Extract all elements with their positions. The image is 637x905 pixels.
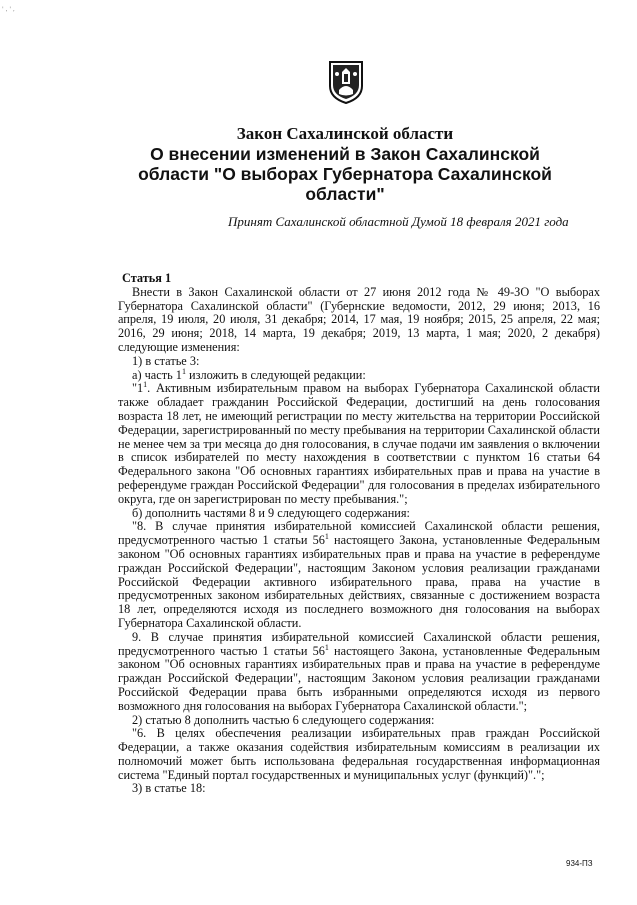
paragraph: а) часть $1^1$ изложить в следующей редакции: [132, 366, 366, 382]
paragraph: 2) статью 8 дополнить частью 6 следующего содержания: [132, 712, 435, 727]
paragraph: "8. В случае принятия избирательной комиссией Сахалинской области решения, предусмотренного частью 1 статьи $56^1$ настоящего Закона, установленные Федеральным законом "Об основных гарантиях избирательных прав и права на участие в референдуме граждан Российской Федерации", настоящим Законом условия реализации гражданами Российской Федерации активного избирательного права, права на участие в предусмотренных законом избирательных действиях, связанные с достижением возраста 18 лет, определяются исходя из последнего возможного дня голосования на выборах Губернатора Сахалинской области. [118, 519, 600, 630]
paragraph: Внести в Закон Сахалинской области от 27 июня 2012 года № 49-ЗО "О выборах Губернатора Сахалинской области" (Губернские ведомости, 2012, 29 июня; 2013, 16 апреля, 19 июля, 20 июля, 31 декабря; 2014, 17 мая, 19 ноября; 2015, 25 апреля, 22 мая; 2016, 29 июня; 2018, 14 марта, 19 декабря; 2019, 13 марта, 1 мая; 2020, 2 декабря) следующие изменения: [118, 284, 600, 354]
law-title: Закон Сахалинской области [236, 124, 454, 143]
scan-marks: ' , ' , [2, 6, 15, 13]
document-code: 934-ПЗ [566, 859, 593, 868]
paragraph: б) дополнить частями 8 и 9 следующего содержания: [132, 505, 410, 520]
adoption-note: Принят Сахалинской областной Думой 18 февраля 2021 года [228, 214, 569, 229]
paragraph: 3) в статье 18: [132, 781, 206, 796]
paragraph: "6. В целях обеспечения реализации избирательных прав граждан Российской Федерации, а также оказания содействия избирательным комиссиям в реализации их полномочий может быть использована федеральная государственная информационная система "Единый портал государственных и муниципальных услуг (функций)"."; [118, 726, 600, 782]
article-heading: Статья 1 [122, 271, 172, 285]
subtitle-line: области" [305, 184, 385, 204]
subtitle-line: области "О выборах Губернатора Сахалинской [138, 164, 552, 184]
paragraph: 1) в статье 3: [132, 353, 200, 368]
paragraph: 9. В случае принятия избирательной комиссией Сахалинской области решения, предусмотренного частью 1 статьи $56^1$ настоящего Закона, установленные Федеральным законом "Об основных гарантиях избирательных прав и права на участие в референдуме граждан Российской Федерации", настоящим Законом условия реализации гражданами Российской Федерации права быть избранными определяются исходя из первого возможного дня голосования на выборах Губернатора Сахалинской области."; [118, 629, 600, 713]
law-subtitle [110, 144, 580, 204]
article-body [118, 272, 600, 796]
paragraph: "$1^1$. Активным избирательным правом на выборах Губернатора Сахалинской области также обладает гражданин Российской Федерации, достигший на день голосования возраста 18 лет, не имеющий регистрации по месту жительства на территории Российской Федерации, зарегистрированный по месту пребывания на территории Сахалинской области не менее чем за три месяца до дня голосования, в случае подачи им заявления о включении в список избирателей по месту нахождения в соответствии с пунктом 16 статьи 64 Федерального закона "Об основных гарантиях избирательных прав и права на участие в референдуме граждан Российской Федерации" для голосования в пределах избирательного округа, где он зарегистрирован по месту пребывания."; [118, 380, 600, 506]
coat-of-arms-emblem [327, 60, 365, 104]
subtitle-line: О внесении изменений в Закон Сахалинской [150, 144, 540, 164]
